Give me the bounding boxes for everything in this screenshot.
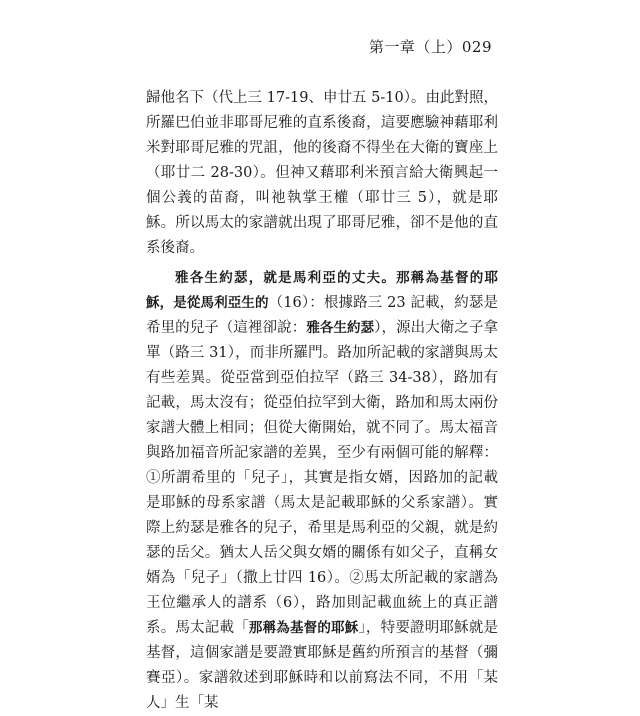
paragraph-2 — [146, 266, 498, 716]
paragraph-2-text-c: 」，特要證明耶穌就是基督，這個家譜是要證實耶穌是舊約所預言的基督（彌賽亞）。家譜敘述到耶穌時和以前寫法不同，不用「某人」生「某 — [146, 620, 499, 711]
verse-quote-1: 雅各生約瑟 — [306, 320, 375, 336]
paragraph-2-text-a: （16）：根據路三 23 記載，約瑟是希里的兒子（這裡卻說： — [146, 295, 498, 336]
paragraph-1: 歸他名下（代上三 17-19、申廿五 5-10）。由此對照，所羅巴伯並非耶哥尼雅的直系後裔，這要應驗神藉耶利米對耶哥尼雅的咒詛，他的後裔不得坐在大衛的寶座上（耶廿二 28-30）。但神又藉耶利米預言給大衛興起一個公義的苗裔，叫祂執掌王權（耶廿三 5），就是耶穌。所以馬太的家譜就出現了耶哥尼雅，卻不是他的直系後裔。 — [146, 90, 498, 256]
paragraph-2-text-b: ），源出大衛之子拿單（路三 31），而非所羅門。路加所記載的家譜與馬太有些差異。從亞當到亞伯拉罕（路三 34-38），路加有記載，馬太沒有；從亞伯拉罕到大衛，路加和馬太兩份家譜大體上相同；但從大衛開始，就不同了。馬太福音與路加福音所記家譜的差異，至少有兩個可能的解釋：①所謂希里的「兒子」，其實是指女婿，因路加的記載是耶穌的母系家譜（馬太是記載耶穌的父系家譜）。實際上約瑟是雅各的兒子，希里是馬利亞的父親，就是約瑟的岳父。猶太人岳父與女婿的關係有如父子，直稱女婿為「兒子」（撒上廿四 16）。②馬太所記載的家譜為王位繼承人的譜系（6），路加則記載血統上的真正譜系。馬太記載「 — [146, 320, 499, 636]
page-body — [146, 86, 498, 716]
running-header: 第一章（上）029 — [368, 38, 492, 56]
verse-quote-2: 那稱為基督的耶穌 — [248, 620, 359, 636]
verse-heading: 雅各生約瑟，就是馬利亞的丈夫。那稱為基督的耶穌，是從馬利亞生的 — [146, 270, 498, 311]
